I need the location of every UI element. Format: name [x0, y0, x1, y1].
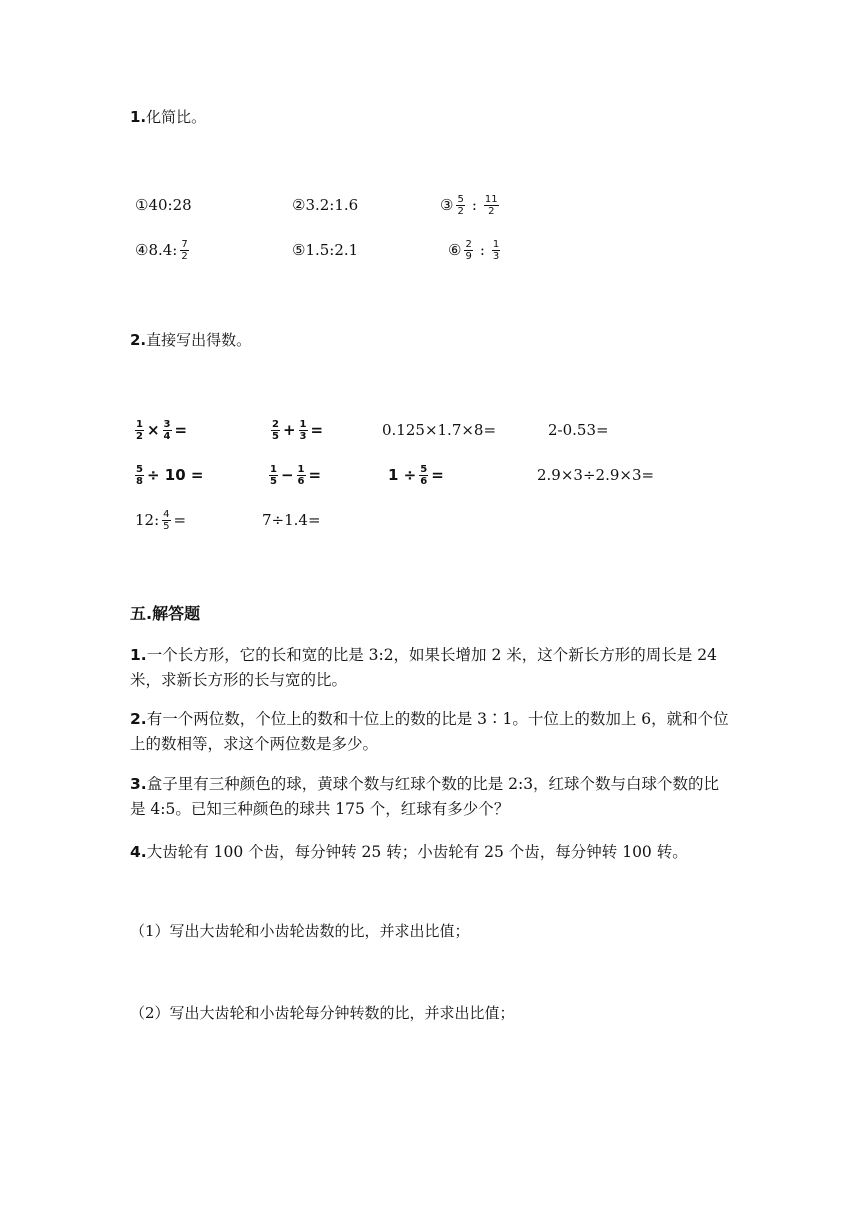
simplify-item-4: [135, 233, 192, 267]
expression: 2.9×3÷2.9×3=: [537, 466, 655, 484]
calc-item-9: [135, 503, 186, 537]
numerator: 5: [457, 193, 464, 205]
question-text: 有一个两位数，个位上的数和十位上的数的比是 3∶1。十位上的数加上 6，就和个位上的数相等，求这个两位数是多少。: [130, 710, 729, 753]
simplify-item-3: [440, 188, 502, 222]
question-number: 4.: [130, 843, 147, 861]
fraction: [162, 509, 170, 532]
question-text: 一个长方形，它的长和宽的比是 3:2，如果长增加 2 米，这个新长方形的周长是 24 米，求新长方形的长与宽的比。: [130, 646, 717, 689]
denominator: 5: [272, 430, 279, 442]
question-number: 2.: [130, 710, 147, 728]
expression: 7÷1.4=: [262, 511, 321, 529]
numerator: 2: [465, 238, 472, 250]
simplify-item-1: [135, 188, 192, 222]
question-text: 直接写出得数。: [146, 331, 252, 349]
calc-item-1: [132, 413, 187, 447]
circled-number: ⑥: [448, 241, 462, 259]
calc-item-3: [382, 413, 496, 447]
question-number: 2.: [130, 331, 147, 349]
circled-number: ①: [135, 196, 149, 214]
calc-item-5: [132, 458, 203, 492]
question-text: 化简比。: [146, 108, 207, 126]
fraction: [419, 464, 428, 487]
operator: −: [280, 466, 294, 484]
expression: 40:28: [148, 196, 192, 214]
numerator: 1: [270, 463, 277, 475]
denominator: 4: [163, 430, 171, 442]
numerator: 7: [181, 238, 188, 250]
calc-item-4: [548, 413, 609, 447]
numerator: 1: [136, 418, 143, 430]
circled-number: ④: [135, 241, 149, 259]
sub-question-1: （1）写出大齿轮和小齿轮齿数的比，并求出比值；: [130, 922, 470, 940]
numerator: 2: [272, 418, 279, 430]
question-number: 1.: [130, 646, 147, 664]
circled-number: ③: [440, 196, 454, 214]
expression: ÷ 10 =: [146, 466, 204, 484]
question-text: 大齿轮有 100 个齿，每分钟转 25 转；小齿轮有 25 个齿，每分钟转 100 转。: [146, 843, 688, 861]
calc-item-7: [388, 458, 444, 492]
expression: 1.5:2.1: [305, 241, 359, 259]
operator: ×: [146, 421, 160, 439]
operator: +: [282, 421, 296, 439]
denominator: 5: [163, 520, 170, 532]
ratio-sign: :: [479, 241, 485, 259]
calc-item-6: [266, 458, 321, 492]
numerator: 5: [420, 463, 428, 475]
fraction: [299, 419, 308, 442]
simplify-item-6: [448, 233, 503, 267]
numerator: 1: [299, 418, 307, 430]
equals-sign: =: [431, 466, 444, 484]
denominator: 2: [488, 205, 495, 217]
denominator: 3: [299, 430, 307, 442]
equals-sign: =: [308, 466, 322, 484]
denominator: 6: [297, 475, 305, 487]
fraction: [297, 464, 306, 487]
fraction: [180, 239, 188, 262]
denominator: 9: [465, 250, 472, 262]
denominator: 2: [457, 205, 464, 217]
fraction: [484, 194, 499, 217]
calc-item-2: [268, 413, 323, 447]
circled-number: ⑤: [292, 241, 306, 259]
fraction: [135, 419, 144, 442]
numerator: 11: [484, 193, 498, 205]
expression: 8.4:: [148, 241, 178, 259]
problem-1: [130, 643, 730, 693]
question-number: 3.: [130, 775, 147, 793]
problem-3: [130, 772, 730, 822]
expression: 3.2:1.6: [305, 196, 359, 214]
section2-title: [130, 333, 251, 348]
numerator: 1: [297, 463, 305, 475]
numerator: 1: [492, 238, 500, 250]
numerator: 4: [163, 508, 170, 520]
denominator: 6: [420, 475, 428, 487]
section-title: 五.解答题: [130, 604, 201, 623]
calc-item-10: [262, 503, 321, 537]
calc-item-8: [537, 458, 654, 492]
expression: 0.125×1.7×8=: [382, 421, 497, 439]
ratio-sign: :: [471, 196, 477, 214]
denominator: 2: [181, 250, 188, 262]
simplify-item-2: [292, 188, 358, 222]
denominator: 8: [136, 475, 143, 487]
expression: 1 ÷: [388, 466, 417, 484]
fraction: [464, 239, 472, 262]
fraction: [271, 419, 280, 442]
numerator: 5: [136, 463, 143, 475]
denominator: 5: [270, 475, 277, 487]
question-text: 盒子里有三种颜色的球，黄球个数与红球个数的比是 2:3，红球个数与白球个数的比是 4:5。已知三种颜色的球共 175 个，红球有多少个？: [130, 775, 720, 818]
numerator: 3: [163, 418, 171, 430]
denominator: 3: [492, 250, 500, 262]
problem-4: [130, 840, 730, 865]
equals-sign: =: [173, 511, 187, 529]
simplify-item-5: [292, 233, 358, 267]
expression: 12:: [135, 511, 160, 529]
equals-sign: =: [174, 421, 188, 439]
section1-title: [130, 110, 206, 125]
sub-question-2: （2）写出大齿轮和小齿轮每分钟转数的比，并求出比值；: [130, 1004, 515, 1022]
equals-sign: =: [310, 421, 324, 439]
expression: 2-0.53=: [548, 421, 609, 439]
circled-number: ②: [292, 196, 306, 214]
problem-2: [130, 707, 730, 757]
fraction: [163, 419, 172, 442]
question-number: 1.: [130, 108, 147, 126]
fraction: [269, 464, 278, 487]
denominator: 2: [136, 430, 143, 442]
fraction: [492, 239, 500, 262]
fraction: [135, 464, 144, 487]
fraction: [456, 194, 464, 217]
